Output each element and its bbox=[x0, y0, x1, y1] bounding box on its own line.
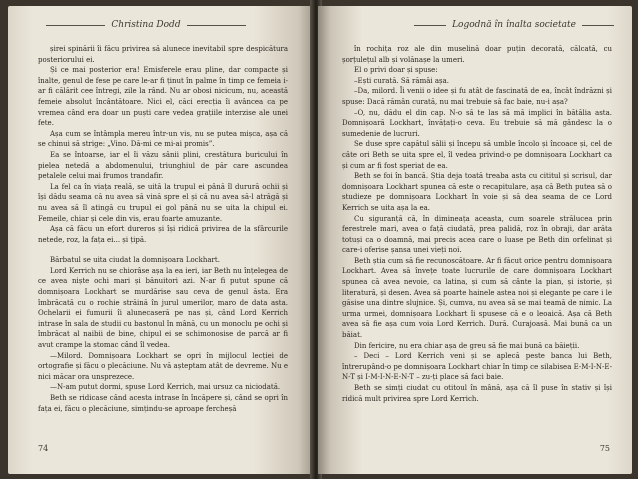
paragraph: –Da, milord. Îi venii o idee și fu atât de fascinată de ea, încât îndrăzni și spuse: Dacă rămân curată, nu mai trebuie să fac baie, nu-i așa? bbox=[342, 87, 612, 106]
running-header-left bbox=[46, 18, 246, 32]
paragraph: șirei spinării îi făcu privirea să alunece inevitabil spre despicătura posteriorului ei. bbox=[38, 45, 288, 64]
header-rule bbox=[46, 25, 105, 26]
paragraph: Așa că făcu un efort dureros și își ridică privirea de la sfârcurile netede, roz, la fața ei... și țipă. bbox=[38, 225, 288, 244]
paragraph: Și ce mai posterior era! Emisferele erau pline, dar compacte și înalte, genul de fese pe care le-ar fi ținut în palme în timp ce femeia i-ar fi călărit cee întregi, zile la rând. Nu ar obosi nicicum, nu, această femeie absolut încântătoare. Nici el, căci erecția îi avâncea ca pe vremea când era doar un puști care vedea grațiile interzise ale unei fete. bbox=[38, 66, 288, 128]
paragraph: Se duse spre capătul sălii și începu să umble încolo și încoace și, cel de câte ori Beth se uita spre el, îl vedea privind-o pe domnișoara Lockhart ca și cum ar fi fost speriat de ea. bbox=[342, 140, 612, 170]
paragraph: – Deci – Lord Kerrich veni și se aplecă peste banca lui Beth, întrerupând-o pe domnișoara Lockhart chiar în timp ce silabisea E-M-I-N-E-N-T și I-M-I-N-E-N-T – zu-ți place să faci baie. bbox=[342, 352, 612, 382]
right-page bbox=[318, 6, 632, 474]
right-body-text bbox=[342, 44, 612, 404]
paragraph: La fel ca în viața reală, se uită la trupul ei până îl durură ochii și își dădu seama că nu avea să vină spre el și că nu avea să-l atrăgă și nu avea să îl atingă cu trupul ei gol până nu se uita la chipul ei. Femeile, chiar și cele din vis, erau foarte amuzante. bbox=[38, 182, 288, 223]
author-name: Christina Dodd bbox=[111, 20, 181, 30]
paragraph: Din fericire, nu era chiar așa de greu să fie mai bună ca băieții. bbox=[354, 341, 580, 350]
paragraph: —Milord. Domnișoara Lockhart se opri în mijlocul lecției de ortografie și făcu o plecăciune. Nu vă așteptam atât de devreme. Nu e nici măcar ora unsprezece. bbox=[38, 351, 288, 381]
paragraph: Așa cum se întâmpla mereu într-un vis, nu se putea mișca, așa că se chinui să strige: „Vino. Dă-mi ce mi-ai promis”. bbox=[38, 129, 288, 149]
paragraph: El o privi doar și spuse: bbox=[354, 66, 438, 75]
paragraph: –Ești curată. Să rămâi așa. bbox=[354, 76, 450, 85]
left-body-text bbox=[38, 44, 288, 414]
paragraph: Beth știa cum să fie recunoscătoare. Ar fi făcut orice pentru domnișoara Lockhart. Avea să învețe toate lucrurile de care domnișoara Lockhart spunea că avea nevoie, ca latina, și cum să cânte la pian, și istorie, și literatură, și desen. Avea să poarte hainele astea noi și elegante pe care i le găsise una dintre slujnice. Și, cumva, nu avea să se mai teamă de nimic. La urma urmei, domnișoara Lockhart îi spusese că e o leoaică. Așa că Beth avea să fie așa cum voia Lord Kerrich. Dură. Curajoasă. Mai bună ca un băiat. bbox=[342, 256, 612, 340]
paragraph: Beth se ridicase când acesta intrase în încăpere și, când se opri în fața ei, făcu o plecăciune, simțindu-se aproape fercheșă bbox=[38, 394, 288, 413]
paragraph: Beth se simți ciudat cu otitoul în mână, așa că îl puse în stativ și își ridică mult privirea spre Lord Kerrich. bbox=[342, 384, 612, 403]
paragraph: Beth se foi în bancă. Știa deja toată treaba asta cu cititul și scrisul, dar domnișoara Lockhart spunea că este o recapitulare, așa că Beth putea să o studieze pe domnișoara Lockhart în voie și să dea seama de ce Lord Kerrich se uita așa la ea. bbox=[342, 172, 612, 212]
paragraph: Lord Kerrich nu se chiorâse așa la ea ieri, iar Beth nu înțelegea de ce avea niște ochi mari și bănuitori azi. N-ar fi putut spune că domnișoara Lockhart se murdărise sau ceva de genul ăsta. Era îmbrăcată cu o rochie străină în jurul umerilor, maro de data asta. Ochelarii ei fumurii îi alunecaseră pe nas și, când Lord Kerrich intrase în sala de studii cu bastonul în mână, cu un monoclu pe ochi și îmbrăcat al naibii de bine, chipul ei se schimonosise de parcă ar fi avut crampe la stomac când îl vedea. bbox=[38, 266, 288, 350]
book-title: Logodnă în înalta societate bbox=[452, 20, 576, 30]
paragraph: –O, nu, dădu el din cap. N-o să te las să mă implici în bătălia asta. Domnișoară Lockhart, învățați-o ceva. Eu trebuie să mă gândesc la o sumedenie de lucruri. bbox=[342, 108, 612, 138]
header-rule bbox=[414, 25, 446, 26]
running-header-right bbox=[414, 18, 614, 32]
header-rule bbox=[582, 25, 614, 26]
paragraph: în rochița roz ale din muselină doar puțin decorată, călcată, cu șorțulețul alb și volănașe la umeri. bbox=[342, 45, 612, 64]
paragraph: —N-am putut dormi, spuse Lord Kerrich, mai ursuz ca niciodată. bbox=[50, 383, 281, 392]
page-number-left: 74 bbox=[38, 444, 49, 453]
left-page bbox=[8, 6, 314, 474]
paragraph: Cu siguranță că, în dimineața aceasta, cum soarele strălucea prin ferestrele mari, avea o față ciudată, prea palidă, roz în obraji, dar arăta totuși ca o doamnă, mai precis acea care o luase pe Beth din orfelinat și care-i oferise șansa unei vieți noi. bbox=[342, 214, 612, 255]
page-number-right: 75 bbox=[599, 444, 610, 453]
paragraph: Bărbatul se uita ciudat la domnișoara Lockhart. bbox=[50, 256, 220, 265]
paragraph: Ea se întoarse, iar el îi văzu sânii plini, crestătura buricului în pielea netedă a abdomenului, triunghiul de păr care ascundea petalele celui mai frumos trandafir. bbox=[38, 150, 288, 181]
header-rule bbox=[187, 25, 246, 26]
